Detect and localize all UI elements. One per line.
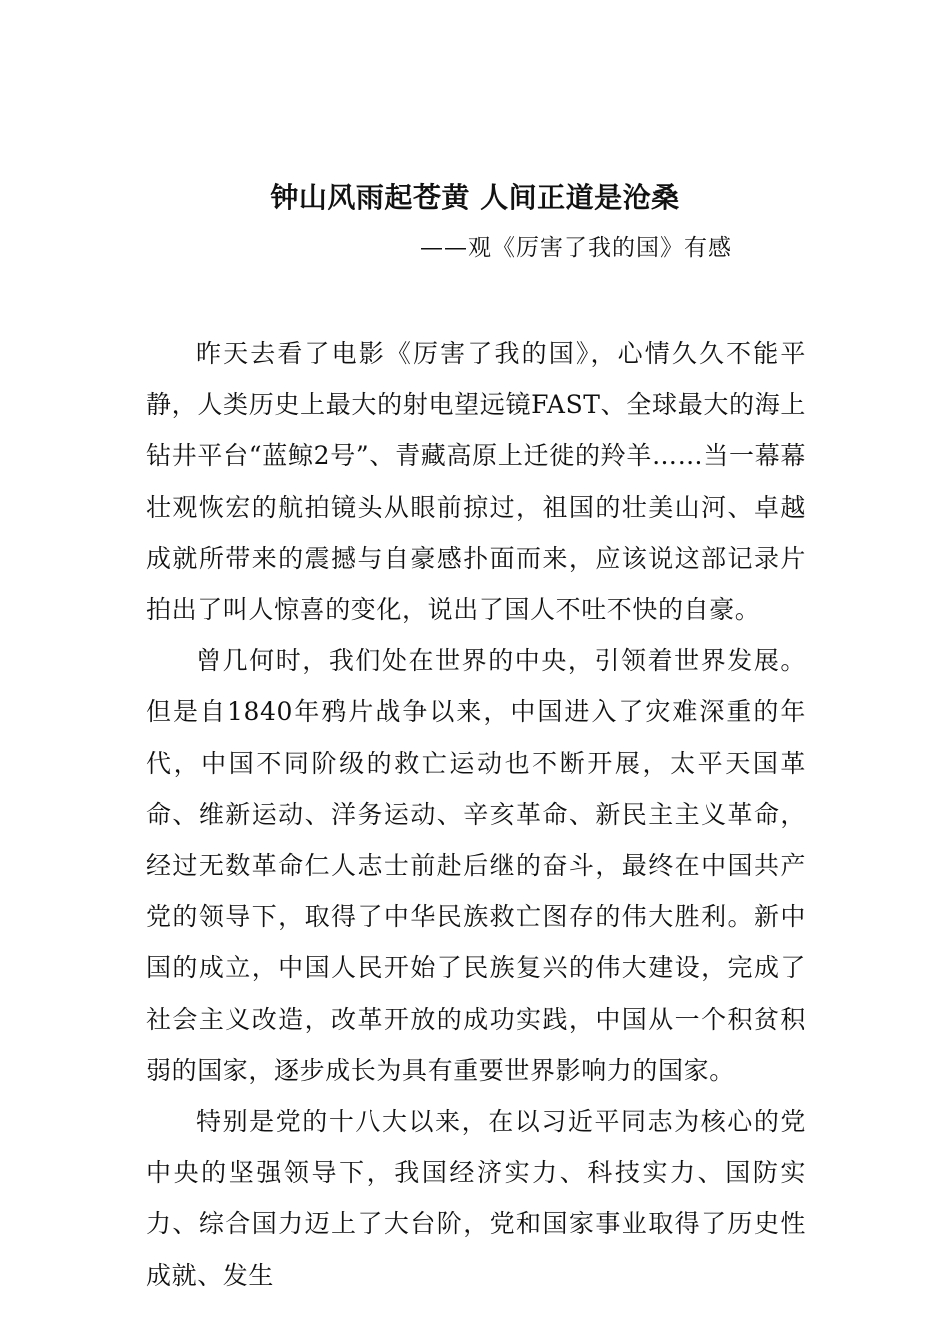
paragraph: 特别是党的十八大以来，在以习近平同志为核心的党中央的坚强领导下，我国经济实力、科技实力、国防实力、综合国力迈上了大台阶，党和国家事业取得了历史性成就、发生 [146,1107,806,1290]
document-body [146,328,806,1328]
document-subtitle: ——观《厉害了我的国》有感 [420,235,732,261]
paragraph: 曾几何时，我们处在世界的中央，引领着世界发展。但是自1840年鸦片战争以来，中国进入了灾难深重的年代，中国不同阶级的救亡运动也不断开展，太平天国革命、维新运动、洋务运动、辛亥革命、新民主主义革命，经过无数革命仁人志士前赴后继的奋斗，最终在中国共产党的领导下，取得了中华民族救亡图存的伟大胜利。新中国的成立，中国人民开始了民族复兴的伟大建设，完成了社会主义改造，改革开放的成功实践，中国从一个积贫积弱的国家，逐步成长为具有重要世界影响力的国家。 [146,646,806,1085]
document-title: 钟山风雨起苍黄 人间正道是沧桑 [270,181,680,214]
paragraph: 昨天去看了电影《厉害了我的国》，心情久久不能平静，人类历史上最大的射电望远镜FAST、全球最大的海上钻井平台“蓝鲸2号”、青藏高原上迁徙的羚羊……当一幕幕壮观恢宏的航拍镜头从眼前掠过，祖国的壮美山河、卓越成就所带来的震撼与自豪感扑面而来，应该说这部记录片拍出了叫人惊喜的变化，说出了国人不吐不快的自豪。 [146,339,806,625]
